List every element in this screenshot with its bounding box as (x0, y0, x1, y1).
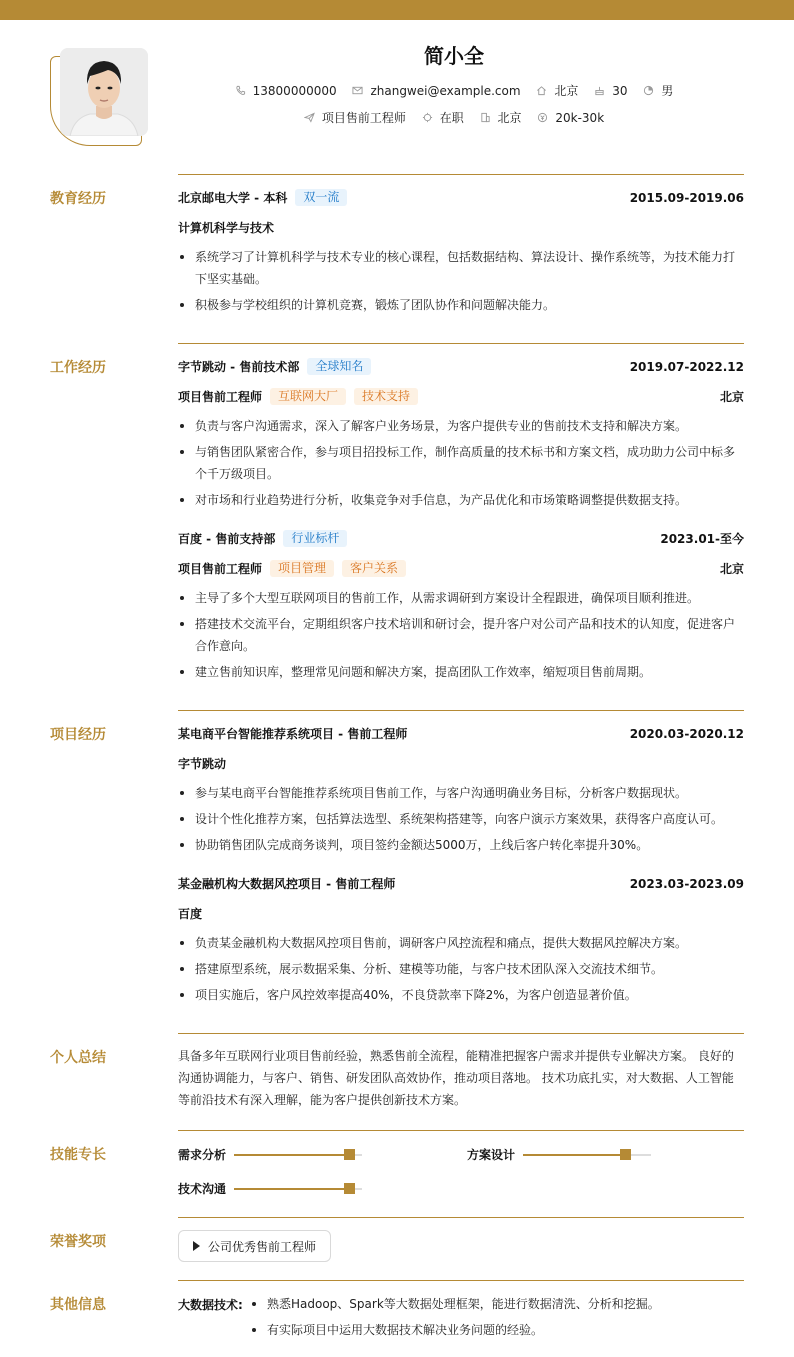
list-item: 项目实施后，客户风控效率提高40%，不良贷款率下降2%，为客户创造显著价值。 (178, 984, 744, 1006)
award-text: 公司优秀售前工程师 (208, 1239, 317, 1254)
major: 计算机科学与技术 (178, 221, 275, 235)
skill-bar-fill (234, 1154, 349, 1156)
list-item (178, 613, 744, 657)
gender-text: 男 (661, 84, 674, 98)
work-header (178, 530, 744, 547)
company-tag: 全球知名 (307, 358, 371, 375)
list-item: 主导了多个大型互联网项目的售前工作，从需求调研到方案设计全程跟进，确保项目顺利推进。 (178, 587, 744, 609)
home-icon (536, 85, 547, 96)
target-city-text: 北京 (497, 111, 522, 125)
company-tag: 行业标杆 (283, 530, 347, 547)
skill-bar (234, 1154, 362, 1156)
email-text: zhangwei@example.com (370, 83, 521, 98)
divider (178, 710, 744, 711)
project-header (178, 725, 744, 742)
project-date: 2020.03-2020.12 (629, 726, 744, 741)
phone-item (235, 84, 337, 98)
salary-item (537, 111, 604, 125)
skill-bar (234, 1188, 362, 1190)
email-item (352, 84, 520, 98)
other-label: 大数据技术: (178, 1298, 243, 1312)
list-item: 对市场和行业趋势进行分析，收集竞争对手信息，为产品优化和市场策略调整提供数据支持。 (178, 489, 744, 511)
summary-paragraph (178, 1045, 744, 1111)
divider (178, 1130, 744, 1131)
skill-level-knob (344, 1149, 355, 1160)
list-item: 有实际项目中运用大数据技术解决业务问题的经验。 (250, 1319, 744, 1341)
skill-level-knob (620, 1149, 631, 1160)
role-line (178, 388, 744, 405)
summary-line: 具备多年互联网行业项目售前经验，熟悉售前全流程，能精准把握客户需求并提供专业解决方案。 良好的 (178, 1049, 734, 1063)
skill-level-knob (344, 1183, 355, 1194)
bullet-text: 与销售团队紧密合作，参与项目招投标工作，制作高质量的技术标书和方案文档，成功助力公司中标多 (195, 445, 736, 459)
role: 项目售前工程师 (178, 562, 263, 576)
project-org: 字节跳动 (178, 757, 227, 771)
bullet-text: 个千万级项目。 (195, 467, 280, 481)
bullet-text: 合作意向。 (195, 639, 256, 653)
project-title: 某金融机构大数据风控项目 - 售前工程师 (178, 877, 396, 891)
school-tag: 双一流 (295, 189, 347, 206)
bullet-text: 下坚实基础。 (195, 272, 268, 286)
send-icon (304, 112, 315, 123)
work-date: 2023.01-至今 (660, 532, 744, 546)
skill-item (467, 1146, 651, 1163)
skill-name: 方案设计 (467, 1148, 516, 1162)
list-item: 负责某金融机构大数据风控项目售前，调研客户风控流程和痛点，提供大数据风控解决方案。 (178, 932, 744, 954)
role-tag: 技术支持 (354, 388, 418, 405)
status-text: 在职 (439, 111, 464, 125)
divider (178, 343, 744, 344)
work-date: 2019.07-2022.12 (629, 359, 744, 374)
section-title-work: 工作经历 (50, 360, 106, 376)
job-intention-row (0, 109, 794, 126)
job-target-item (304, 109, 406, 126)
list-item: 搭建原型系统，展示数据采集、分析、建模等功能，与客户技术团队深入交流技术细节。 (178, 958, 744, 980)
list-item (178, 441, 744, 485)
major-line (178, 219, 744, 236)
project-org-line (178, 905, 744, 922)
section-title-awards: 荣誉奖项 (50, 1234, 106, 1250)
company-name: 字节跳动 - 售前技术部 (178, 360, 300, 374)
contact-row (0, 82, 794, 99)
skill-bar (523, 1154, 651, 1156)
project-org-line (178, 755, 744, 772)
section-title-summary: 个人总结 (50, 1050, 106, 1066)
school-name: 北京邮电大学 - 本科 (178, 191, 288, 205)
skill-item (178, 1180, 362, 1197)
salary-text: 20k-30k (555, 110, 605, 125)
role-tag: 项目管理 (270, 560, 334, 577)
age-item (594, 84, 627, 98)
role-line (178, 560, 744, 577)
list-item: 参与某电商平台智能推荐系统项目售前工作，与客户沟通明确业务目标，分析客户数据现状。 (178, 782, 744, 804)
education-header (178, 189, 744, 206)
project-date: 2023.03-2023.09 (629, 876, 744, 891)
skill-name: 技术沟通 (178, 1182, 227, 1196)
candidate-name: 简小全 (424, 44, 484, 68)
location-text: 北京 (554, 84, 579, 98)
list-item: 建立售前知识库，整理常见问题和解决方案，提高团队工作效率，缩短项目售前周期。 (178, 661, 744, 683)
divider (178, 1217, 744, 1218)
project-org: 百度 (178, 907, 203, 921)
divider (178, 1033, 744, 1034)
work-city: 北京 (719, 562, 744, 576)
list-item (178, 246, 744, 290)
summary-line: 沟通协调能力，与客户、销售、研发团队高效协作，推动项目落地。 技术功底扎实，对大数据、人工智能 (178, 1071, 734, 1085)
summary-line: 等前沿技术有深入理解，能为客户提供创新技术方案。 (178, 1093, 467, 1107)
project-title: 某电商平台智能推荐系统项目 - 售前工程师 (178, 727, 408, 741)
role-tag: 客户关系 (342, 560, 406, 577)
award-item[interactable] (178, 1230, 331, 1262)
target-city-item (480, 109, 522, 126)
section-title-skills: 技能专长 (50, 1147, 106, 1163)
divider (178, 1280, 744, 1281)
skill-bar-fill (523, 1154, 625, 1156)
gender-icon (643, 85, 654, 96)
role-tag: 互联网大厂 (270, 388, 346, 405)
skill-name: 需求分析 (178, 1148, 227, 1162)
skill-bar-fill (234, 1188, 349, 1190)
gender-item (643, 82, 673, 99)
play-triangle-icon (193, 1241, 200, 1251)
status-icon (422, 112, 433, 123)
list-item: 负责与客户沟通需求，深入了解客户业务场景，为客户提供专业的售前技术支持和解决方案。 (178, 415, 744, 437)
education-date: 2015.09-2019.06 (629, 190, 744, 205)
money-icon (537, 112, 548, 123)
section-title-other: 其他信息 (50, 1297, 106, 1313)
job-target-text: 项目售前工程师 (321, 111, 406, 125)
skill-item (178, 1146, 362, 1163)
list-item: 熟悉Hadoop、Spark等大数据处理框架，能进行数据清洗、分析和挖掘。 (250, 1293, 744, 1315)
status-item (422, 109, 464, 126)
list-item: 设计个性化推荐方案，包括算法选型、系统架构搭建等，向客户演示方案效果，获得客户高度认可。 (178, 808, 744, 830)
mail-icon (352, 85, 363, 96)
age-text: 30 (612, 83, 628, 98)
role: 项目售前工程师 (178, 390, 263, 404)
phone-icon (235, 85, 246, 96)
section-title-project: 项目经历 (50, 727, 106, 743)
company-name: 百度 - 售前支持部 (178, 532, 276, 546)
project-header (178, 875, 744, 892)
bullet-text: 搭建技术交流平台，定期组织客户技术培训和研讨会，提升客户对公司产品和技术的认知度，促进客户 (195, 617, 736, 631)
building-icon (480, 112, 491, 123)
bullet-text: 系统学习了计算机科学与技术专业的核心课程，包括数据结构、算法设计、操作系统等，为技术能力打 (195, 250, 736, 264)
location-item (536, 82, 578, 99)
cake-icon (594, 85, 605, 96)
section-title-education: 教育经历 (50, 191, 106, 207)
list-item: 协助销售团队完成商务谈判，项目签约金额达5000万，上线后客户转化率提升30%。 (178, 834, 744, 856)
divider (178, 174, 744, 175)
phone-text: 13800000000 (252, 83, 337, 98)
top-accent-bar (0, 0, 794, 20)
work-header (178, 358, 744, 375)
list-item: 积极参与学校组织的计算机竞赛，锻炼了团队协作和问题解决能力。 (178, 294, 744, 316)
work-city: 北京 (719, 390, 744, 404)
